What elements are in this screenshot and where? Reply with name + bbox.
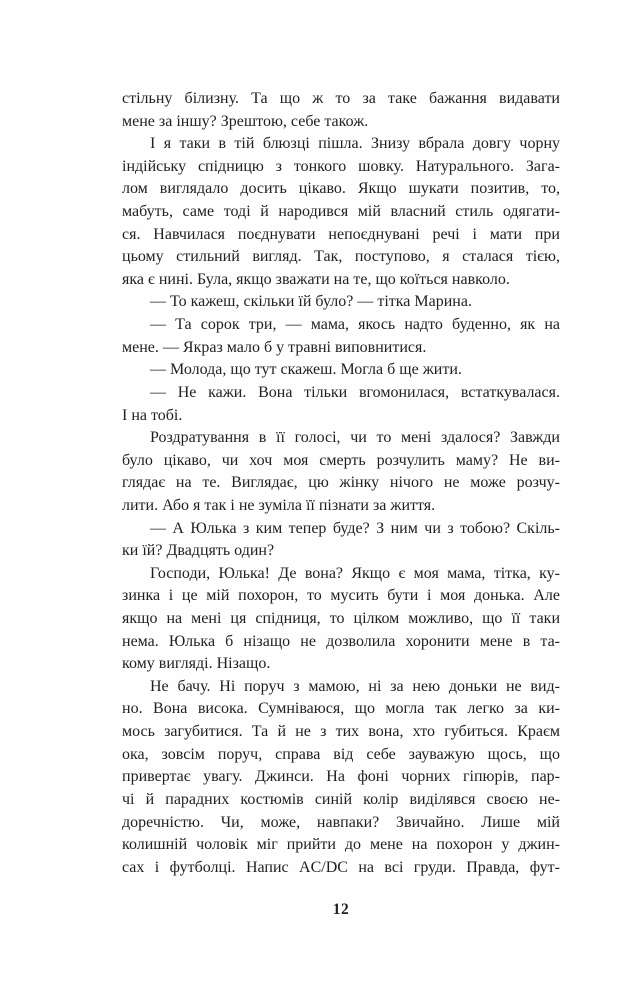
text-line: глядає на те. Виглядає, цю жінку нічого не може розчу- [122,474,560,492]
text-line: було цікаво, чи хоч моя смерть розчулить маму? Не ви- [122,451,560,469]
page-text [122,88,560,879]
text-line: мось загубитися. Та й не з тих вона, хто губиться. Краєм [122,723,560,741]
text-line: зинка і це мій похорон, то мусить бути і моя донька. Але [122,587,560,605]
text-line: лити. Або я так і не зуміла її пізнати за життя. [122,496,436,514]
text-line: лом виглядало досить цікаво. Якщо шукати позитив, то, [122,180,560,198]
text-line: мабуть, саме тоді й народився мій власний стиль одягати- [122,203,560,221]
text-line: індійську спідницю з тонкого шовку. Натурального. Зага- [122,157,560,175]
text-line: ки їй? Двадцять один? [122,542,275,560]
text-line: колишній чоловік міг прийти до мене на похорон у джин- [122,836,560,854]
text-line: кому вигляді. Нізащо. [122,655,271,673]
text-line: І на тобі. [122,406,183,424]
text-line: — Молода, що тут скажеш. Могла б ще жити. [150,361,462,379]
text-line: — А Юлька з ким тепер буде? З ним чи з тобою? Скіль- [150,519,560,537]
text-line: ся. Навчилася поєднувати непоєднувані речі і мати при [122,225,560,243]
text-line: Господи, Юлька! Де вона? Якщо є моя мама, тітка, ку- [150,564,560,582]
text-line: нема. Юлька б нізащо не дозволила хоронити мене в та- [122,632,560,650]
page-number: 12 [332,901,350,918]
text-line: — Та сорок три, — мама, якось надто буденно, як на [150,316,560,334]
text-line: цьому стильний вигляд. Так, поступово, я сталася тією, [122,248,560,266]
text-line: привертає увагу. Джинси. На фоні чорних гіпюрів, пар- [122,768,560,786]
text-line: Роздратування в її голосі, чи то мені здалося? Завжди [150,429,560,447]
text-line: мене за іншу? Зрештою, себе також. [122,112,369,130]
text-line: стільну білизну. Та що ж то за таке бажання видавати [122,90,560,107]
text-line: но. Вона висока. Сумніваюся, що могла так легко за ки- [122,700,560,718]
text-line: сах і футболці. Напис AC/DC на всі груди. Правда, фут- [122,858,560,876]
text-line: ока, зовсім поруч, справа від себе зауважую щось, що [122,745,560,763]
text-line: Не бачу. Ні поруч з мамою, ні за нею доньки не вид- [150,677,560,695]
text-line: доречністю. Чи, може, навпаки? Звичайно. Лише мій [122,813,560,831]
text-line: І я таки в тій блюзці пішла. Знизу вбрала довгу чорну [150,135,560,153]
text-line: якщо на мені ця спідниця, то цілком можливо, що її таки [122,610,560,628]
text-line: — Не кажи. Вона тільки вгомонилася, встаткувалася. [150,383,560,401]
text-line: мене. — Якраз мало б у травні виповнитися. [122,338,427,356]
text-line: — То кажеш, скільки їй було? — тітка Марина. [150,293,472,311]
text-line: чі й парадних костюмів синій колір виділявся своєю не- [122,790,560,808]
text-line: яка є нині. Була, якщо зважати на те, що коїться навколо. [122,270,510,288]
